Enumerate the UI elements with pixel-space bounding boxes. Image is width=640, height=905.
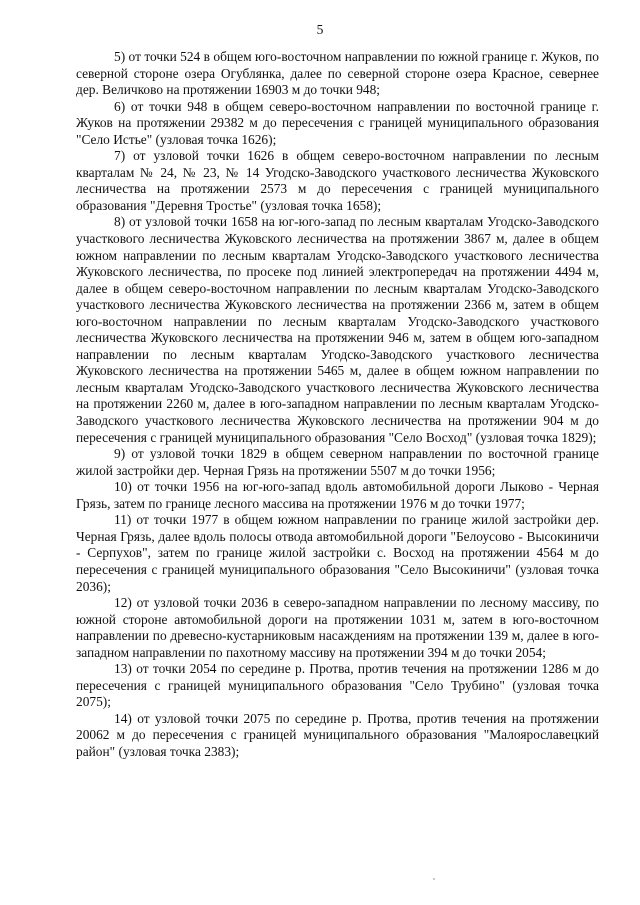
paragraph-item-11: 11) от точки 1977 в общем южном направлении по границе жилой застройки дер. Черная Грязь, далее вдоль полосы отвода автомобильной дороги "Белоусово - Высокиничи - Серпухов", затем по границе жилой застройки с. Восход на протяжении 4564 м до пересечения с границей муниципального образования "Село Высокиничи" (узловая точка 2036); bbox=[76, 512, 599, 594]
paragraph-item-8: 8) от узловой точки 1658 на юг-юго-запад по лесным кварталам Угодско-Заводского участкового лесничества Жуковского лесничества на протяжении 3867 м, далее в общем южном направлении по лесным кварталам Угодско-Заводского участкового лесничества Жуковского лесничества, по просеке под линией электропередач на протяжении 4494 м, далее в общем северо-восточном направлении по лесным кварталам Угодско-Заводского участкового лесничества Жуковского лесничества на протяжении 2366 м, затем в общем юго-восточном направлении по лесным кварталам Угодско-Заводского участкового лесничества Жуковского лесничества на протяжении 946 м, затем в общем юго-западном направлении по лесным кварталам Угодско-Заводского участкового лесничества Жуковского лесничества на протяжении 5465 м, далее в общем южном направлении по лесным кварталам Угодско-Заводского участкового лесничества Жуковского лесничества на протяжении 2260 м, далее в юго-западном направлении по лесным кварталам Угодско-Заводского участкового лесничества Жуковского лесничества на протяжении 904 м до пересечения с границей муниципального образования "Село Восход" (узловая точка 1829); bbox=[76, 214, 599, 445]
paragraph-item-10: 10) от точки 1956 на юг-юго-запад вдоль автомобильной дороги Лыково - Черная Грязь, затем по границе лесного массива на протяжении 1976 м до точки 1977; bbox=[76, 479, 599, 511]
paragraph-item-14: 14) от узловой точки 2075 по середине р. Протва, против течения на протяжении 20062 м до пересечения с границей муниципального образования "Малоярославецкий район" (узловая точка 2383); bbox=[76, 710, 599, 759]
paragraph-item-12: 12) от узловой точки 2036 в северо-западном направлении по лесному массиву, по южной стороне автомобильной дороги на протяжении 1031 м, затем в юго-восточном направлении по древесно-кустарниковым насаждениям на протяжении 139 м, далее в юго-западном направлении по пахотному массиву на протяжении 394 м до точки 2054; bbox=[76, 595, 599, 660]
scan-speck bbox=[433, 878, 435, 880]
paragraph-item-13: 13) от точки 2054 по середине р. Протва, против течения на протяжении 1286 м до пересечения с границей муниципального образования "Село Трубино" (узловая точка 2075); bbox=[76, 661, 599, 710]
paragraph-item-5: 5) от точки 524 в общем юго-восточном направлении по южной границе г. Жуков, по северной стороне озера Огублянка, далее по северной стороне озера Красное, севернее дер. Величково на протяжении 16903 м до точки 948; bbox=[76, 49, 599, 98]
page-number: 5 bbox=[316, 22, 324, 37]
paragraph-item-7: 7) от узловой точки 1626 в общем северо-восточном направлении по лесным кварталам № 24, № 23, № 14 Угодско-Заводского участкового лесничества Жуковского лесничества на протяжении 2573 м до пересечения с границей муниципального образования "Деревня Тростье" (узловая точка 1658); bbox=[76, 148, 599, 213]
paragraph-item-9: 9) от узловой точки 1829 в общем северном направлении по восточной границе жилой застройки дер. Черная Грязь на протяжении 5507 м до точки 1956; bbox=[76, 446, 599, 478]
document-body bbox=[76, 49, 599, 761]
paragraph-item-6: 6) от точки 948 в общем северо-восточном направлении по восточной границе г. Жуков на протяжении 29382 м до пересечения с границей муниципального образования "Село Истье" (узловая точка 1626); bbox=[76, 98, 599, 147]
